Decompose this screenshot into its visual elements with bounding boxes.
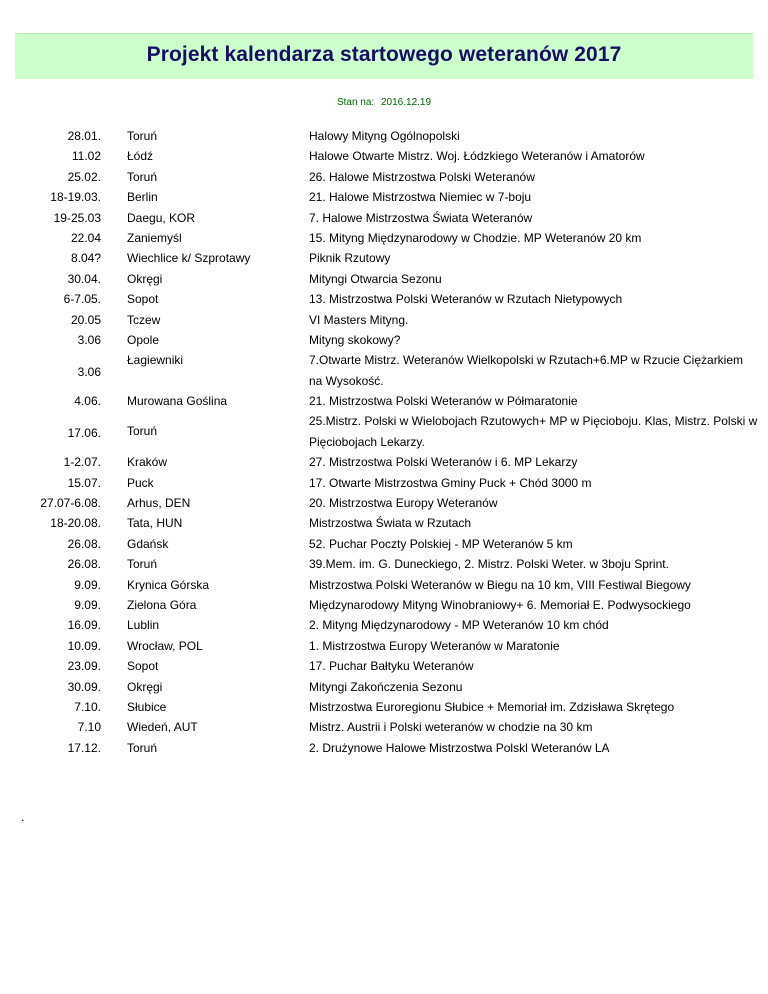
schedule-row [0, 615, 768, 635]
event-name: Mistrzostwa Polski Weteranów w Biegu na 10 km, VIII Festiwal Biegowy [309, 577, 691, 592]
event-place: Toruń [127, 169, 158, 184]
event-name: 7.Otwarte Mistrz. Weteranów Wielkopolski w Rzutach+6.MP w Rzucie Ciężarkiem na Wysokość. [309, 353, 744, 388]
event-place: Berlin [127, 190, 158, 205]
event-place: Lublin [127, 618, 160, 633]
event-name: 27. Mistrzostwa Polski Weteranów i 6. MP Lekarzy [309, 455, 578, 470]
event-name: 17. Otwarte Mistrzostwa Gminy Puck + Chód 3000 m [309, 475, 592, 490]
schedule-row [0, 208, 768, 228]
schedule-row [0, 554, 768, 574]
event-name: Mistrzostwa Euroregionu Słubice + Memoriał im. Zdzisława Skrętego [309, 699, 675, 714]
event-date: 3.06 [77, 365, 101, 380]
event-name: Mityngi Otwarcia Sezonu [309, 271, 442, 286]
schedule-row [0, 269, 768, 289]
event-name: Mityng skokowy? [309, 332, 401, 347]
schedule-row [0, 677, 768, 697]
schedule-row [0, 575, 768, 595]
status-date: 2016.12.19 [380, 97, 432, 108]
event-name: 21. Halowe Mistrzostwa Niemiec w 7-boju [309, 190, 532, 205]
event-date: 6-7.05. [63, 292, 101, 307]
event-name: 52. Puchar Poczty Polskiej - MP Weteranów 5 km [309, 536, 573, 551]
event-date: 22.04 [70, 230, 101, 245]
event-name: 2. Drużynowe Halowe Mistrzostwa Polskl Weteranów LA [309, 740, 610, 755]
event-place: Okręgi [127, 679, 163, 694]
event-place: Zielona Góra [127, 598, 197, 613]
event-place: Gdańsk [127, 536, 169, 551]
event-name: 20. Mistrzostwa Europy Weteranów [309, 496, 498, 511]
schedule-row [0, 411, 768, 452]
event-date: 18-20.08. [50, 516, 101, 531]
event-date: 15.07. [67, 475, 101, 490]
event-name: Halowy Mityng Ogólnopolski [309, 129, 460, 143]
event-name: 21. Mistrzostwa Polski Weteranów w Półmaratonie [309, 394, 578, 409]
event-date: 3.06 [77, 332, 101, 347]
event-date: 1-2.07. [63, 455, 101, 470]
event-date: 30.04. [67, 271, 101, 286]
event-place: Wiechlice k/ Szprotawy [127, 251, 251, 266]
event-name: 2. Mityng Międzynarodowy - MP Weteranów 10 km chód [309, 618, 609, 633]
schedule-row [0, 452, 768, 472]
title-banner [15, 33, 753, 79]
schedule-row [0, 167, 768, 187]
schedule-row [0, 289, 768, 309]
schedule-row [0, 534, 768, 554]
event-place: Opole [127, 332, 160, 347]
event-name: 15. Mityng Międzynarodowy w Chodzie. MP Weteranów 20 km [309, 230, 642, 245]
schedule-row [0, 146, 768, 166]
event-place: Tata, HUN [127, 516, 183, 531]
event-date: 9.09. [74, 577, 101, 592]
event-date: 8.04? [70, 251, 101, 266]
event-date: 30.09. [67, 679, 101, 694]
event-name: 26. Halowe Mistrzostwa Polski Weteranów [309, 169, 535, 184]
schedule-row [0, 697, 768, 717]
event-date: 25.02. [67, 169, 101, 184]
schedule-row [0, 738, 768, 758]
event-place: Sopot [127, 659, 159, 674]
event-name: 7. Halowe Mistrzostwa Świata Weteranów [309, 210, 533, 225]
page-title: Projekt kalendarza startowego weteranów 2017 [146, 43, 622, 66]
event-place: Toruń [127, 129, 158, 143]
event-name: Międzynarodowy Mityng Winobraniowy+ 6. Memoriał E. Podwysockiego [309, 598, 691, 613]
event-schedule [0, 126, 768, 758]
schedule-row [0, 350, 768, 391]
status-line [0, 97, 768, 108]
event-name: 25.Mistrz. Polski w Wielobojach Rzutowych+ MP w Pięcioboju. Klas, Mistrz. Polski w Pięciobojach Lekarzy. [309, 414, 758, 449]
event-place: Wiedeń, AUT [127, 720, 198, 735]
event-place: Tczew [127, 312, 161, 327]
event-name: 17. Puchar Bałtyku Weteranów [309, 659, 474, 674]
schedule-row [0, 248, 768, 268]
schedule-row [0, 187, 768, 207]
stray-mark: . [21, 810, 25, 824]
schedule-row [0, 595, 768, 615]
event-place: Toruń [127, 557, 158, 572]
schedule-row [0, 473, 768, 493]
event-date: 9.09. [74, 598, 101, 613]
event-date: 7.10. [74, 699, 101, 714]
event-name: Mistrzostwa Świata w Rzutach [309, 516, 472, 531]
event-name: Halowe Otwarte Mistrz. Woj. Łódzkiego Weteranów i Amatorów [309, 149, 645, 164]
event-date: 17.06. [67, 426, 101, 441]
event-place: Puck [127, 475, 154, 490]
event-place: Toruń [127, 740, 158, 755]
schedule-row [0, 228, 768, 248]
event-date: 28.01. [67, 129, 101, 143]
schedule-row [0, 126, 768, 146]
schedule-row [0, 391, 768, 411]
event-place: Łódź [127, 149, 154, 164]
event-date: 17.12. [67, 740, 101, 755]
schedule-row [0, 493, 768, 513]
schedule-row [0, 636, 768, 656]
event-name: Mityngi Zakończenia Sezonu [309, 679, 463, 694]
event-name: Mistrz. Austrii i Polski weteranów w chodzie na 30 km [309, 720, 593, 735]
schedule-row [0, 310, 768, 330]
schedule-row [0, 330, 768, 350]
event-date: 10.09. [67, 638, 101, 653]
event-place: Łagiewniki [127, 353, 184, 368]
event-place: Daegu, KOR [127, 210, 196, 225]
event-date: 26.08. [67, 536, 101, 551]
event-name: 39.Mem. im. G. Duneckiego, 2. Mistrz. Polski Weter. w 3boju Sprint. [309, 557, 669, 572]
event-date: 11.02 [71, 149, 101, 164]
event-date: 26.08. [67, 557, 101, 572]
event-date: 20.05 [70, 312, 101, 327]
event-place: Krynica Górska [127, 577, 210, 592]
event-place: Wrocław, POL [127, 638, 203, 653]
event-place: Murowana Goślina [127, 394, 228, 409]
event-name: Piknik Rzutowy [309, 251, 391, 266]
event-date: 19-25.03 [53, 210, 101, 225]
event-place: Zaniemyśl [127, 230, 182, 245]
schedule-row [0, 513, 768, 533]
event-place: Toruń [127, 424, 158, 439]
event-place: Sopot [127, 292, 159, 307]
event-name: 1. Mistrzostwa Europy Weteranów w Maratonie [309, 638, 560, 653]
status-label: Stan na: [336, 97, 375, 108]
event-date: 4.06. [74, 394, 101, 409]
event-date: 7.10 [77, 720, 101, 735]
event-date: 27.07-6.08. [40, 496, 101, 511]
event-date: 18-19.03. [50, 190, 101, 205]
event-place: Arhus, DEN [127, 496, 191, 511]
schedule-row [0, 717, 768, 737]
event-place: Słubice [127, 699, 167, 714]
schedule-row [0, 656, 768, 676]
event-date: 16.09. [67, 618, 101, 633]
event-name: 13. Mistrzostwa Polski Weteranów w Rzutach Nietypowych [309, 292, 623, 307]
event-name: VI Masters Mityng. [309, 312, 409, 327]
event-place: Kraków [127, 455, 168, 470]
event-date: 23.09. [67, 659, 101, 674]
event-place: Okręgi [127, 271, 163, 286]
